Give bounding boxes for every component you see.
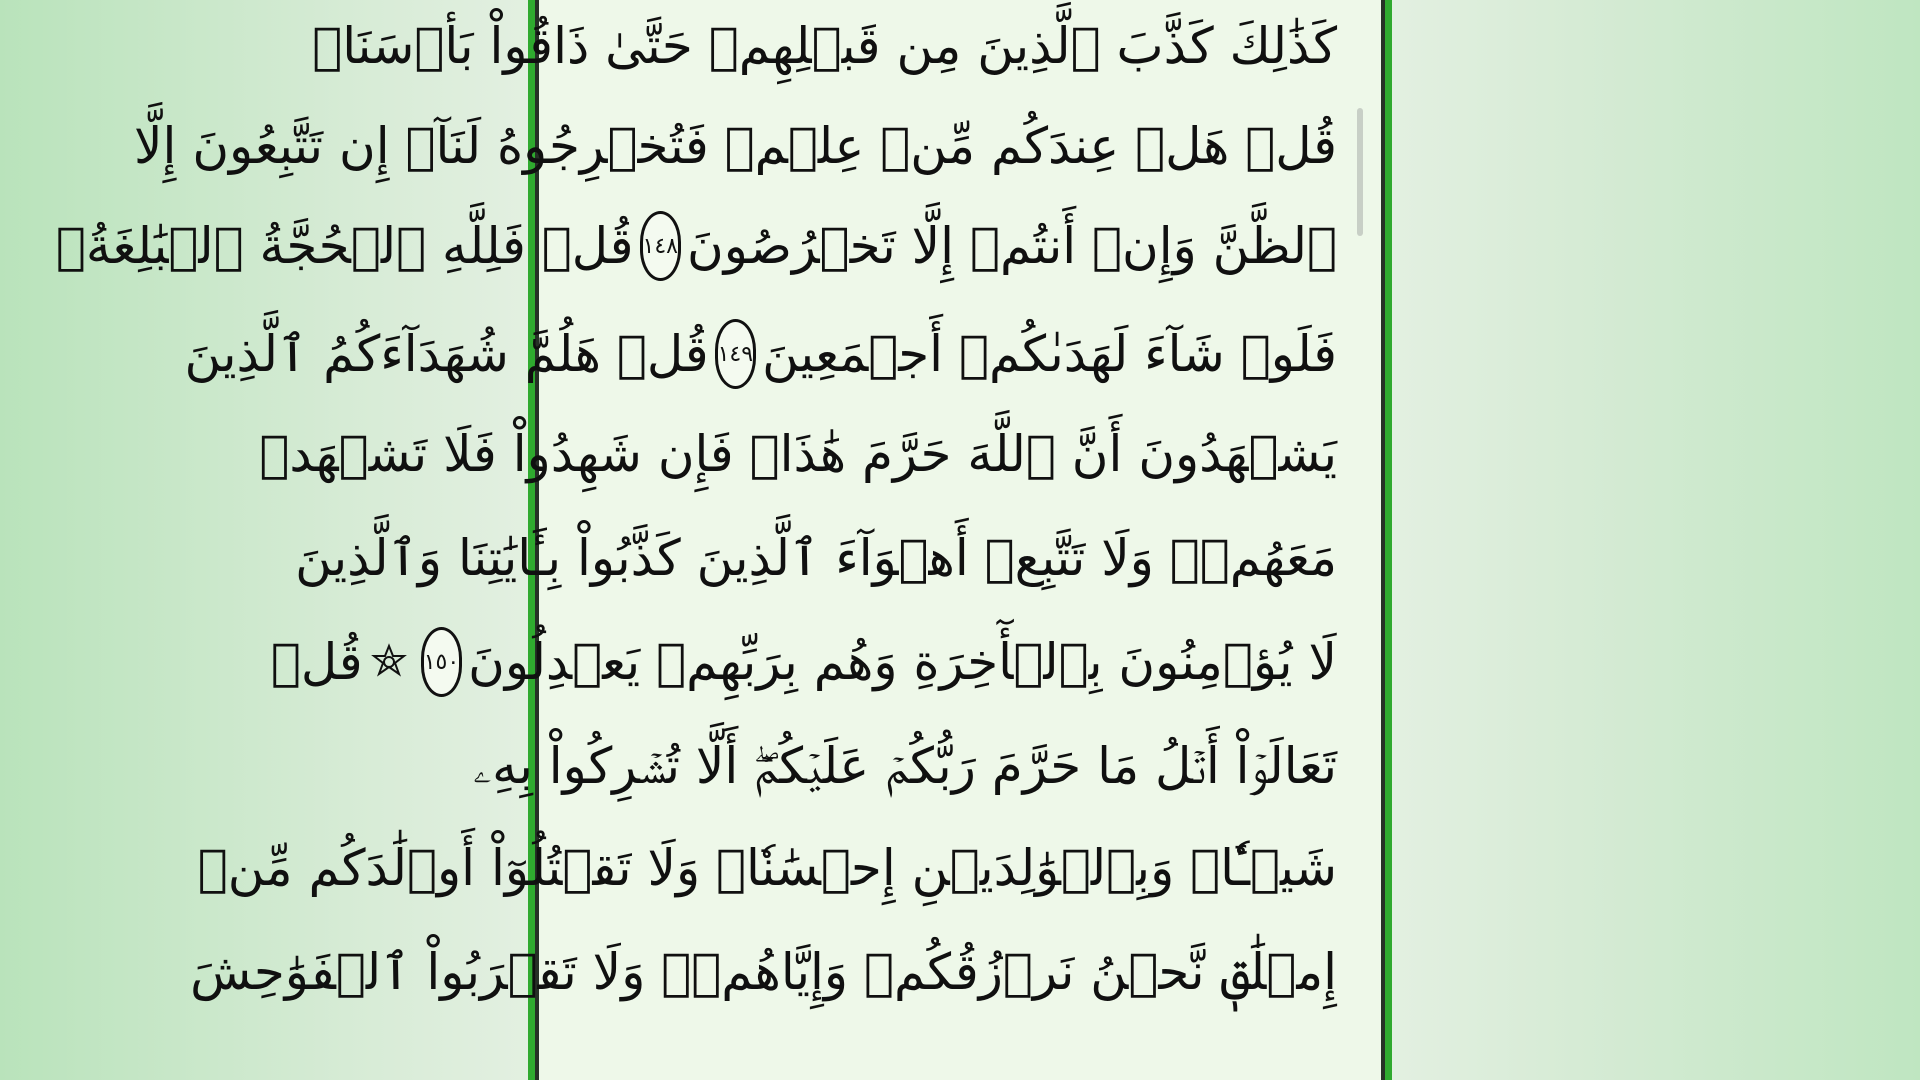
verse-line xyxy=(295,504,1337,612)
ayah-number-marker: ١٥٠ xyxy=(421,627,462,697)
verse-text: إِمۡلَٰقٖ نَّحۡنُ نَرۡزُقُكُمۡ وَإِيَّاهُمۡۖ وَلَا تَقۡرَبُواْ ٱلۡفَوَٰحِشَ xyxy=(190,943,1337,1001)
verse-line xyxy=(312,0,1337,100)
verse-line xyxy=(55,192,1337,300)
quran-text-area xyxy=(55,0,1337,1080)
verse-text: قُلۡ فَلِلَّهِ ٱلۡحُجَّةُ ٱلۡبَٰلِغَةُۖ xyxy=(55,217,634,275)
verse-text: مَعَهُمۡۚ وَلَا تَتَّبِعۡ أَهۡوَآءَ ٱلَّذِينَ كَذَّبُواْ بِـَٔايَٰتِنَا وَٱلَّذِينَ xyxy=(295,529,1337,587)
verse-text: شَيۡـٔٗاۖ وَبِٱلۡوَٰلِدَيۡنِ إِحۡسَٰنٗاۖ وَلَا تَقۡتُلُوٓاْ أَوۡلَٰدَكُم مِّنۡ xyxy=(197,839,1337,897)
verse-text: كَذَٰلِكَ كَذَّبَ ٱلَّذِينَ مِن قَبۡلِهِمۡ حَتَّىٰ ذَاقُواْ بَأۡسَنَاۗ xyxy=(312,17,1337,75)
verse-line xyxy=(134,92,1337,200)
verse-text: قُلۡ هَلُمَّ شُهَدَآءَكُمُ ٱلَّذِينَ xyxy=(184,325,709,383)
verse-text: قُلۡ xyxy=(270,633,363,691)
verse-text: ٱلظَّنَّ وَإِنۡ أَنتُمۡ إِلَّا تَخۡرُصُونَ xyxy=(686,217,1337,275)
verse-line xyxy=(197,814,1337,922)
verse-line xyxy=(190,918,1337,1026)
verse-line xyxy=(270,608,1337,716)
verse-line xyxy=(184,300,1337,408)
scrollbar-thumb[interactable] xyxy=(1357,108,1363,236)
mushaf-page-frame xyxy=(55,0,1392,1080)
hizb-star-icon xyxy=(371,642,407,682)
verse-text: قُلۡ هَلۡ عِندَكُم مِّنۡ عِلۡمٖ فَتُخۡرِجُوهُ لَنَآۖ إِن تَتَّبِعُونَ إِلَّا xyxy=(134,117,1337,175)
ayah-number-marker: ١٤٨ xyxy=(640,211,681,281)
verse-text: لَا يُؤۡمِنُونَ بِٱلۡأٓخِرَةِ وَهُم بِرَبِّهِمۡ يَعۡدِلُونَ xyxy=(468,633,1337,691)
verse-text: يَشۡهَدُونَ أَنَّ ٱللَّهَ حَرَّمَ هَٰذَاۖ فَإِن شَهِدُواْ فَلَا تَشۡهَدۡ xyxy=(259,425,1337,483)
verse-line xyxy=(259,400,1337,508)
mushaf-page xyxy=(55,0,1381,1080)
verse-line xyxy=(473,712,1337,820)
ayah-number-marker: ١٤٩ xyxy=(715,319,756,389)
verse-text: تَعَالَوۡاْ أَتۡلُ مَا حَرَّمَ رَبُّكُمۡ عَلَيۡكُمۡۖ أَلَّا تُشۡرِكُواْ بِهِۦ xyxy=(473,736,1337,795)
verse-text: فَلَوۡ شَآءَ لَهَدَىٰكُمۡ أَجۡمَعِينَ xyxy=(762,325,1337,383)
